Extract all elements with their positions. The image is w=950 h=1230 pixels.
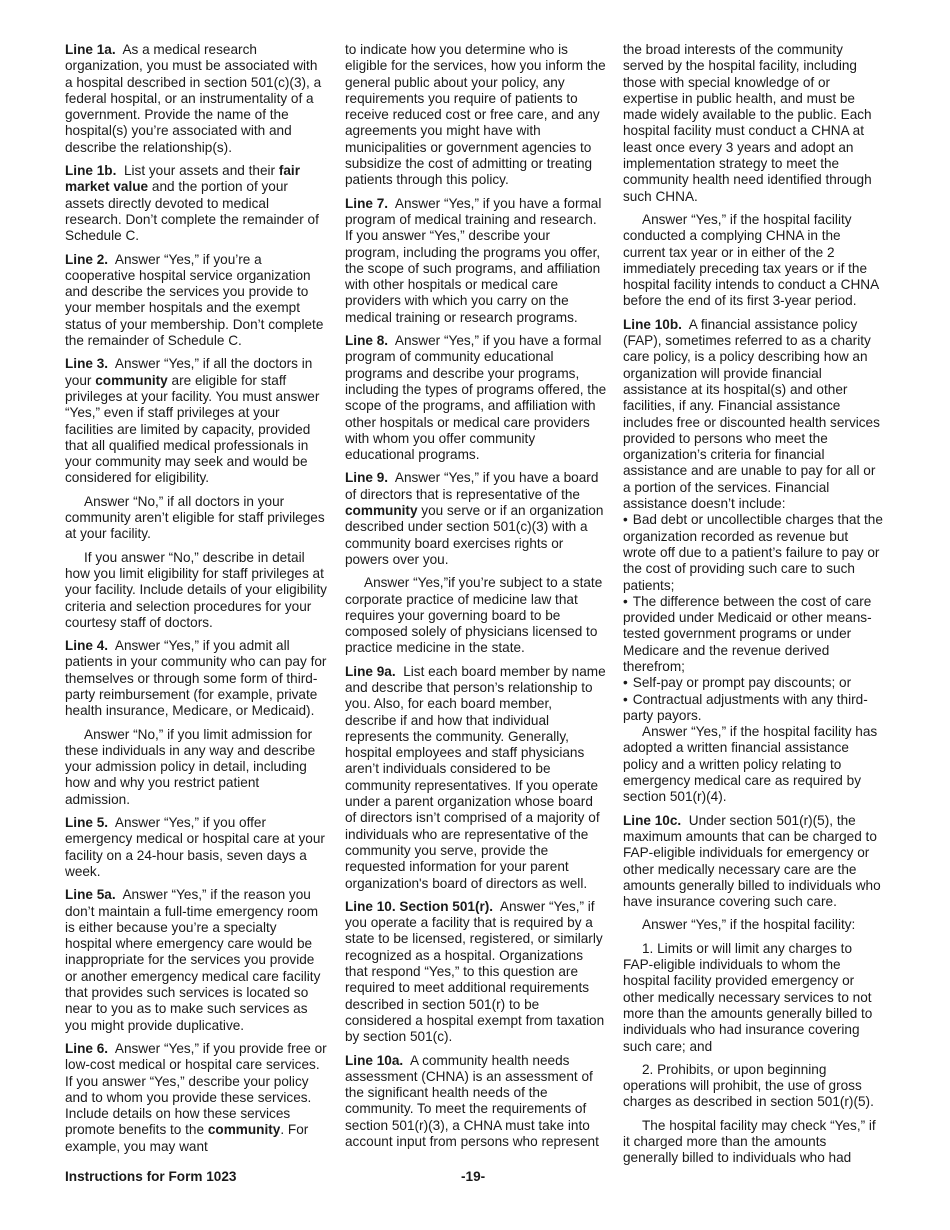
column-3 [623, 42, 885, 1174]
paragraph [65, 638, 327, 719]
paragraph [623, 813, 885, 911]
defined-term: community [345, 503, 418, 519]
indented-paragraph: Answer “Yes,”if you’re subject to a state corporate practice of medicine law that requires your governing board to be composed solely of physicians licensed to practice medicine in the state. [345, 575, 603, 656]
line-heading: Line 2. [65, 251, 109, 267]
page-number: -19- [461, 1169, 486, 1184]
paragraph-text: List your assets and their [123, 163, 276, 179]
paragraph [345, 42, 607, 189]
line-heading: Line 5a. [65, 887, 116, 903]
line-heading: Line 9. [345, 470, 389, 486]
paragraph-text: A financial assistance policy (FAP), sometimes referred to as a charity care policy, is a policy describing how an organization will provide financial assistance at its hospital(s) and other facilities, if any. Financial assistance includes free or discounted health services provided to persons who meet the organization’s criteria for financial assistance and are unable to pay for all or a portion of the services. Financial assistance doesn’t include: [623, 316, 880, 512]
paragraph-text: List each board member by name and describe that person’s relationship to you. Also, for each board member, describe if and how that individual represents the community. Generally, hospital employees and staff physicians aren’t individuals considered to be community representatives. If you operate under a parent organization whose board of directors isn’t comprised of a majority of individuals who are representative of the community you serve, provide the requested information for your parent organization's board of directors as well. [345, 663, 606, 891]
paragraph-text: Answer “Yes,” if all the doctors in your [65, 356, 313, 388]
line-heading: Line 3. [65, 356, 109, 372]
bullet-item: • Bad debt or uncollectible charges that the organization recorded as revenue but wrote off due to a patient’s failure to pay or the cost of providing such care to such patients; [623, 512, 885, 593]
paragraph-text: Answer “Yes,” if you have a formal program of medical training and research. If you answer “Yes,” describe your program, including the programs you offer, the scope of such programs, and affiliation with other hospitals or medical care providers with which you carry on the medical training or research programs. [345, 195, 602, 325]
bullet-item: • Self-pay or prompt pay discounts; or [623, 675, 885, 691]
paragraph-text: Answer “Yes,” if you provide free or low-cost medical or hospital care services. If you answer “Yes,” describe your policy and to whom you provide these services. Include details on how these services promote benefits to the [65, 1040, 327, 1138]
paragraph [65, 815, 327, 880]
line-heading: Line 10. Section 501(r). [345, 898, 494, 914]
paragraph-text: Answer “Yes,” if you have a formal program of community educational programs and describe your programs, including the types of programs offered, the scope of the programs, and affiliation with other hospitals or medical care providers with whom you offer community educational programs. [345, 333, 607, 463]
form-title: Instructions for Form 1023 [65, 1169, 237, 1184]
paragraph [65, 42, 327, 156]
paragraph-text: Answer “Yes,” if you admit all patients in your community who can pay for themselves or through some form of third-party reimbursement (for example, private health insurance, Medicare, or Medicaid). [65, 638, 327, 719]
paragraph-text: are eligible for staff privileges at your facility. You must answer “Yes,” even if staff privileges at your facilities are limited by capacity, provided that all qualified medical professionals in your community may seek and would be considered for eligibility. [65, 372, 320, 486]
paragraph-text: . For example, you may want [65, 1122, 309, 1154]
paragraph [345, 1053, 607, 1151]
line-heading: Line 7. [345, 195, 389, 211]
paragraph [623, 317, 885, 513]
paragraph [65, 1041, 327, 1155]
defined-term: community [207, 1122, 281, 1138]
indented-paragraph: If you answer “No,” describe in detail how you limit eligibility for staff privileges at your facility. Include details of your eligibility criteria and selection procedures for your courtesy staff of doctors. [65, 549, 327, 630]
paragraph [345, 470, 607, 568]
paragraph [65, 163, 327, 244]
bullet-item: • Contractual adjustments with any third-party payors. [623, 692, 885, 725]
paragraph [345, 664, 607, 892]
line-heading: Line 9a. [345, 663, 396, 679]
line-heading: Line 6. [65, 1040, 109, 1056]
defined-term: fair market value [65, 163, 300, 195]
paragraph-text: Answer “Yes,” if you offer emergency medical or hospital care at your facility on a 24-hour basis, seven days a week. [65, 815, 325, 879]
column-1 [65, 42, 327, 1162]
line-heading: Line 10c. [623, 812, 682, 828]
line-heading: Line 5. [65, 815, 109, 831]
line-heading: Line 1a. [65, 42, 116, 57]
paragraph-text: Under section 501(r)(5), the maximum amounts that can be charged to FAP-eligible individuals for emergency or other medically necessary care are the amounts generally billed to individuals who have insurance covering such care. [623, 812, 881, 910]
paragraph-text: Answer “Yes,” if you have a board of directors that is representative of the [345, 470, 599, 502]
paragraph [65, 887, 327, 1034]
line-heading: Line 1b. [65, 163, 117, 179]
paragraph [345, 899, 607, 1046]
indented-paragraph: Answer “No,” if all doctors in your community aren’t eligible for staff privileges at your facility. [65, 493, 325, 542]
indented-paragraph: Answer “Yes,” if the hospital facility has adopted a written financial assistance policy and a written policy relating to emergency medical care as required by section 501(r)(4). [623, 724, 878, 805]
indented-paragraph: 1. Limits or will limit any charges to FAP-eligible individuals to whom the hospital facility provided emergency or other medically necessary services to not more than the amounts generally billed to individuals who had insurance covering such care; and [623, 940, 873, 1054]
paragraph-text: you serve or if an organization described under section 501(c)(3) with a community board exercises rights or powers over you. [345, 503, 604, 567]
paragraph-text: to indicate how you determine who is eligible for the services, how you inform the general public about your policy, any requirements you require of patients to receive reduced cost or free care, and any agreements you might have with municipalities or government agencies to subsidize the cost of admitting or treating patients through this policy. [345, 42, 606, 188]
indented-paragraph: The hospital facility may check “Yes,” if it charged more than the amounts generally billed to individuals who had [623, 1117, 876, 1166]
line-heading: Line 10b. [623, 316, 682, 332]
indented-paragraph: 2. Prohibits, or upon beginning operations will prohibit, the use of gross charges as described in section 501(r)(5). [623, 1061, 874, 1110]
indented-paragraph: Answer “Yes,” if the hospital facility: [642, 917, 856, 933]
line-heading: Line 4. [65, 638, 109, 654]
paragraph [345, 333, 607, 463]
paragraph-text: Answer “Yes,” if the reason you don’t maintain a full-time emergency room is either because you’re a specialty hospital where emergency care would be inappropriate for the services you provide or another emergency medical care facility that provides such services is located so near to you as to make such services as you might provide duplicative. [65, 887, 321, 1033]
line-heading: Line 10a. [345, 1052, 404, 1068]
bullet-item: • The difference between the cost of care provided under Medicaid or other means-tested government programs or under Medicare and the revenue derived therefrom; [623, 594, 885, 675]
paragraph-text: As a medical research organization, you must be associated with a hospital described in section 501(c)(3), a federal hospital, or an instrumentality of a government. Provide the name of the hospital(s) you’re associated with and describe the relationship(s). [65, 42, 322, 155]
paragraph [345, 196, 607, 326]
paragraph-text: the broad interests of the community served by the hospital facility, including those with special knowledge of or expertise in public health, and must be made widely available to the public. Each hospital facility must conduct a CHNA at least once every 3 years and adopt an implementation strategy to meet the community health need identified through such CHNA. [623, 42, 872, 204]
paragraph-text: and the portion of your assets directly devoted to medical research. Don’t complete the remainder of Schedule C. [65, 179, 319, 244]
paragraph-text: Answer “Yes,” if you operate a facility that is required by a state to be licensed, registered, or similarly recognized as a hospital. Organizations that respond “Yes,” to this question are required to meet additional requirements described in section 501(r) to be considered a hospital exempt from taxation by section 501(c). [345, 898, 605, 1045]
paragraph [65, 252, 327, 350]
defined-term: community [95, 372, 168, 388]
indented-paragraph: Answer “Yes,” if the hospital facility conducted a complying CHNA in the current tax year or in either of the 2 immediately preceding tax years or if the hospital facility intends to conduct a CHNA before the end of its first 3-year period. [623, 211, 879, 309]
indented-paragraph: Answer “No,” if you limit admission for these individuals in any way and describe your admission policy in detail, including how and why you restrict patient admission. [65, 726, 316, 807]
paragraph-text: A community health needs assessment (CHNA) is an assessment of the significant health needs of the community. To meet the requirements of section 501(r)(3), a CHNA must take into account input from persons who represent [345, 1052, 599, 1149]
paragraph [623, 42, 885, 205]
column-2 [345, 42, 607, 1157]
paragraph [65, 356, 327, 486]
page-footer [65, 1169, 883, 1187]
paragraph-text: Answer “Yes,” if you’re a cooperative hospital service organization and describe the services you provide to your member hospitals and the exempt status of your membership. Don’t complete the remainder of Schedule C. [65, 251, 324, 349]
line-heading: Line 8. [345, 333, 389, 349]
